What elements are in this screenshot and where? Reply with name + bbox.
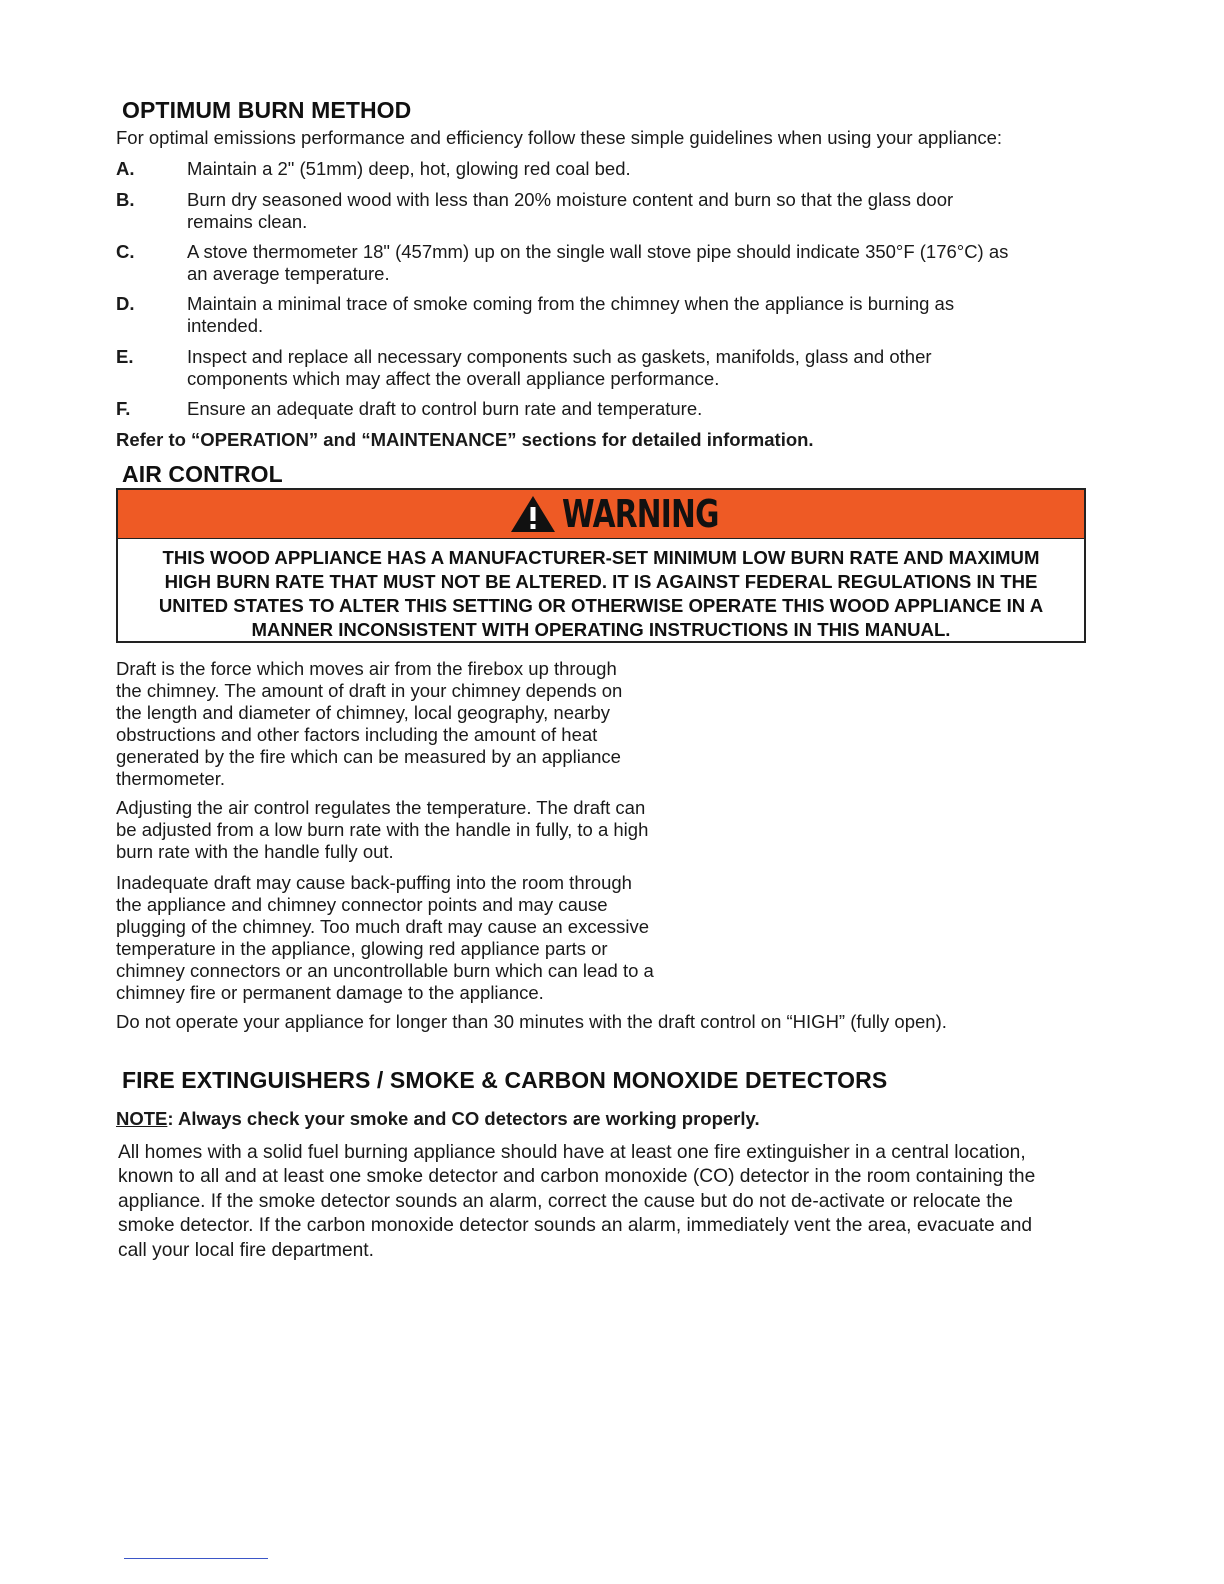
footer-rule [124,1558,268,1559]
list-letter: F. [116,398,131,419]
list-text-line: components which may affect the overall appliance performance. [187,368,720,389]
paragraph-line: call your local fire department. [118,1239,374,1261]
list-text [187,241,1092,285]
paragraph-line: chimney fire or permanent damage to the appliance. [116,982,544,1003]
detector-note [116,1108,760,1130]
warning-banner [118,490,1084,539]
paragraph-line: thermometer. [116,768,225,789]
note-label: NOTE [116,1108,168,1129]
warning-label [510,494,763,534]
list-letter: B. [116,189,135,210]
list-text-line: an average temperature. [187,263,390,284]
paragraph-line: temperature in the appliance, glowing red appliance parts or [116,938,608,959]
list-letter: A. [116,158,135,179]
paragraph-line: burn rate with the handle fully out. [116,841,394,862]
list-text-line: Inspect and replace all necessary components such as gaskets, manifolds, glass and other [187,346,932,367]
warning-box [116,488,1086,643]
paragraph-line: the length and diameter of chimney, local geography, nearby [116,702,610,723]
detectors-paragraph [118,1141,1035,1263]
paragraph-line: appliance. If the smoke detector sounds an alarm, correct the cause but do not de-activate or relocate the [118,1190,1013,1212]
paragraph-line: All homes with a solid fuel burning appliance should have at least one fire extinguisher in a central location, [118,1142,1026,1163]
list-text [187,189,1092,233]
warning-word: WARNING [562,492,719,536]
paragraph-line: the chimney. The amount of draft in your chimney depends on [116,680,623,701]
list-text: Maintain a 2" (51mm) deep, hot, glowing red coal bed. [187,158,631,179]
high-draft-caution: Do not operate your appliance for longer than 30 minutes with the draft control on “HIGH” (fully open). [116,1011,947,1032]
warning-line: MANNER INCONSISTENT WITH OPERATING INSTRUCTIONS IN THIS MANUAL. [251,619,951,640]
list-text-line: Maintain a minimal trace of smoke coming from the chimney when the appliance is burning as [187,293,955,314]
list-text [187,346,1092,390]
paragraph-line: known to all and at least one smoke detector and carbon monoxide (CO) detector in the room containing the [118,1166,1036,1188]
warning-line: HIGH BURN RATE THAT MUST NOT BE ALTERED. IT IS AGAINST FEDERAL REGULATIONS IN THE [164,571,1038,592]
list-text: Ensure an adequate draft to control burn rate and temperature. [187,398,703,419]
paragraph-line: Adjusting the air control regulates the temperature. The draft can [116,797,646,818]
paragraph-line: smoke detector. If the carbon monoxide detector sounds an alarm, immediately vent the area, evacuate and [118,1215,1033,1237]
paragraph-line: the appliance and chimney connector points and may cause [116,894,608,915]
list-text-line: remains clean. [187,211,308,232]
inadequate-draft-paragraph [116,872,654,1004]
warning-text [126,546,1076,642]
paragraph-line: obstructions and other factors including the amount of heat [116,724,598,745]
paragraph-line: plugging of the chimney. Too much draft may cause an excessive [116,916,650,937]
list-letter: C. [116,241,135,262]
refer-note: Refer to “OPERATION” and “MAINTENANCE” sections for detailed information. [116,429,814,450]
list-letter: D. [116,293,135,314]
list-text [187,293,1092,337]
draft-paragraph [116,658,622,790]
heading-optimum-burn-method: OPTIMUM BURN METHOD [122,97,412,123]
list-text-line: A stove thermometer 18" (457mm) up on the single wall stove pipe should indicate 350°F (176°C) as [187,241,1009,262]
paragraph-line: chimney connectors or an uncontrollable burn which can lead to a [116,960,654,981]
note-text: : Always check your smoke and CO detectors are working properly. [167,1108,760,1129]
list-text-line: Burn dry seasoned wood with less than 20% moisture content and burn so that the glass door [187,189,954,210]
paragraph-line: generated by the fire which can be measured by an appliance [116,746,621,767]
list-letter: E. [116,346,134,367]
warning-line: THIS WOOD APPLIANCE HAS A MANUFACTURER-SET MINIMUM LOW BURN RATE AND MAXIMUM [162,547,1040,568]
list-text-line: intended. [187,315,264,336]
paragraph-line: Draft is the force which moves air from the firebox up through [116,658,617,679]
paragraph-line: be adjusted from a low burn rate with the handle in fully, to a high [116,819,649,840]
warning-triangle-icon [510,495,556,533]
air-control-paragraph [116,797,648,863]
heading-air-control: AIR CONTROL [122,461,283,487]
optimum-burn-intro: For optimal emissions performance and efficiency follow these simple guidelines when using your appliance: [116,127,1003,148]
warning-line: UNITED STATES TO ALTER THIS SETTING OR OTHERWISE OPERATE THIS WOOD APPLIANCE IN A [158,595,1044,616]
heading-fire-extinguishers: FIRE EXTINGUISHERS / SMOKE & CARBON MONOXIDE DETECTORS [122,1067,888,1093]
paragraph-line: Inadequate draft may cause back-puffing into the room through [116,872,632,893]
